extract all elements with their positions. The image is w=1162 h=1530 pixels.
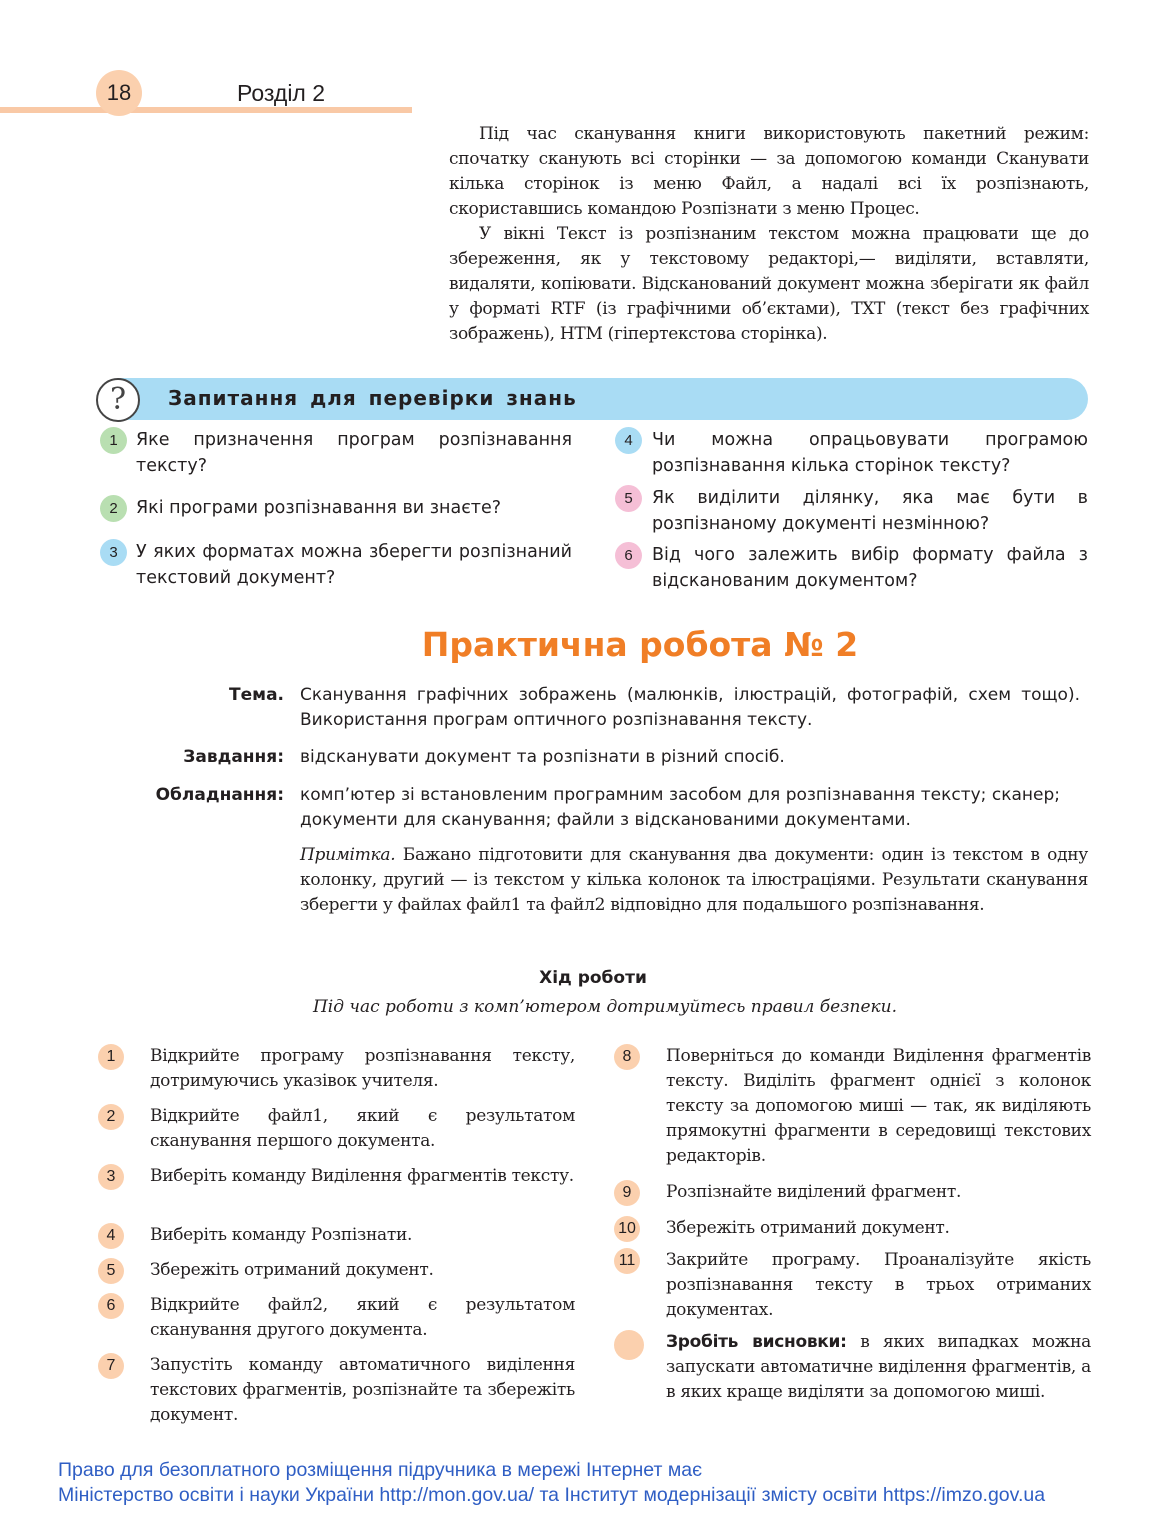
question-text: Яке призначення програм розпізнавання тексту? (136, 430, 572, 476)
note-label: Примітка. (300, 845, 396, 865)
note (300, 843, 1088, 918)
step-text: Закрийте програму. Проаналізуйте якість розпізнавання тексту в трьох отриманих документах. (666, 1250, 1091, 1320)
footer-notice (58, 1458, 1045, 1508)
question-number: 5 (615, 485, 642, 512)
page-number: 18 (96, 70, 142, 116)
footer-line: Право для безоплатного розміщення підручника в мережі Інтернет має (58, 1459, 703, 1481)
step-text: Поверніться до команди Виділення фрагментів тексту. Виділіть фрагмент однієї з колонок тексту за допомогою миші — так, як виділяють прямокутні фрагменти в середовищі текстових редакторів. (666, 1046, 1091, 1166)
question-mark-icon: ? (96, 378, 140, 422)
step-number: 10 (614, 1216, 640, 1242)
equipment-value: комп’ютер зі встановленим програмним засобом для розпізнавання тексту; сканер; документи для сканування; файли з відсканованими документами. (300, 785, 1060, 830)
conclusion-text (666, 1330, 1091, 1405)
header-rule (0, 107, 412, 113)
step-number: 11 (614, 1248, 640, 1274)
question-text: Чи можна опрацьовувати програмою розпізнавання кілька сторінок тексту? (652, 430, 1088, 476)
step-number: 1 (98, 1044, 124, 1070)
step-text: Збережіть отриманий документ. (666, 1218, 950, 1238)
conclusion-marker (614, 1330, 644, 1360)
step-text: Відкрийте файл1, який є результатом сканування першого документа. (150, 1106, 575, 1151)
conclusion-label: Зробіть висновки: (666, 1332, 847, 1352)
intro-text (449, 122, 1089, 347)
step-text: Виберіть команду Розпізнати. (150, 1225, 413, 1245)
question-text: Від чого залежить вибір формату файла з відсканованим документом? (652, 545, 1088, 591)
step-number: 9 (614, 1180, 640, 1206)
task-label: Завдання: (183, 747, 284, 767)
question-number: 3 (100, 539, 127, 566)
question-text: Як виділити ділянку, яка має бути в розпізнаному документі незмінною? (652, 488, 1088, 534)
intro-paragraph: У вікні Текст із розпізнаним текстом можна працювати ще до збереження, як у текстовому редакторі,— виділяти, вставляти, видаляти, копіювати. Відсканований документ можна зберігати як файл у форматі RTF (із графічними об’єктами), TXT (текст без графічних зображень), HTM (гіпертекстова сторінка). (449, 224, 1089, 344)
step-number: 8 (614, 1044, 640, 1070)
equipment-label: Обладнання: (155, 785, 284, 805)
question-text: Які програми розпізнавання ви знаєте? (136, 498, 502, 518)
step-text: Збережіть отриманий документ. (150, 1260, 434, 1280)
topic-value: Сканування графічних зображень (малюнків, ілюстрацій, фотографій, схем тощо). Використання програм оптичного розпізнавання тексту. (300, 685, 1080, 730)
step-text: Відкрийте файл2, який є результатом сканування другого документа. (150, 1295, 575, 1340)
intro-paragraph: Під час сканування книги використовують пакетний режим: спочатку сканують всі сторінки — за допомогою команди Сканувати кілька сторінок із меню Файл, а надалі всі їх розпізнають, скориставшись командою Розпізнати з меню Процес. (449, 124, 1089, 219)
step-text: Виберіть команду Виділення фрагментів тексту. (150, 1166, 574, 1186)
step-number: 7 (98, 1353, 124, 1379)
step-number: 4 (98, 1223, 124, 1249)
footer-line: Міністерство освіти і науки України http://mon.gov.ua/ та Інститут модернізації змісту освіти https://imzo.gov.ua (58, 1484, 1046, 1506)
step-text: Запустіть команду автоматичного виділення текстових фрагментів, розпізнайте та збережіть документ. (150, 1355, 575, 1425)
questions-heading: Запитання для перевірки знань (168, 386, 577, 410)
procedure-title: Хід роботи (539, 968, 647, 988)
section-title: Розділ 2 (237, 80, 326, 106)
question-number: 4 (615, 427, 642, 454)
question-number: 6 (615, 542, 642, 569)
conclusion-body: в яких випадках можна запускати автоматичне виділення фрагментів, а в яких краще виділяти за допомогою миші. (666, 1332, 1091, 1402)
note-text: Бажано підготовити для сканування два документи: один із текстом в одну колонку, другий — із текстом у кілька колонок та ілюстраціями. Результати сканування зберегти у файлах файл1 та файл2 відповідно для подальшого розпізнавання. (300, 845, 1088, 915)
step-number: 2 (98, 1104, 124, 1130)
step-number: 3 (98, 1164, 124, 1190)
topic-label: Тема. (229, 685, 284, 705)
task-value: відсканувати документ та розпізнати в різний спосіб. (300, 747, 785, 767)
step-text: Відкрийте програму розпізнавання тексту, дотримуючись указівок учителя. (150, 1046, 575, 1091)
procedure-subtitle: Під час роботи з комп’ютером дотримуйтесь правил безпеки. (312, 997, 898, 1017)
practical-title: Практична робота № 2 (421, 625, 859, 664)
question-number: 1 (100, 427, 127, 454)
step-number: 5 (98, 1258, 124, 1284)
question-number: 2 (100, 495, 127, 522)
step-number: 6 (98, 1293, 124, 1319)
question-text: У яких форматах можна зберегти розпізнаний текстовий документ? (136, 542, 572, 588)
step-text: Розпізнайте виділений фрагмент. (666, 1182, 962, 1202)
